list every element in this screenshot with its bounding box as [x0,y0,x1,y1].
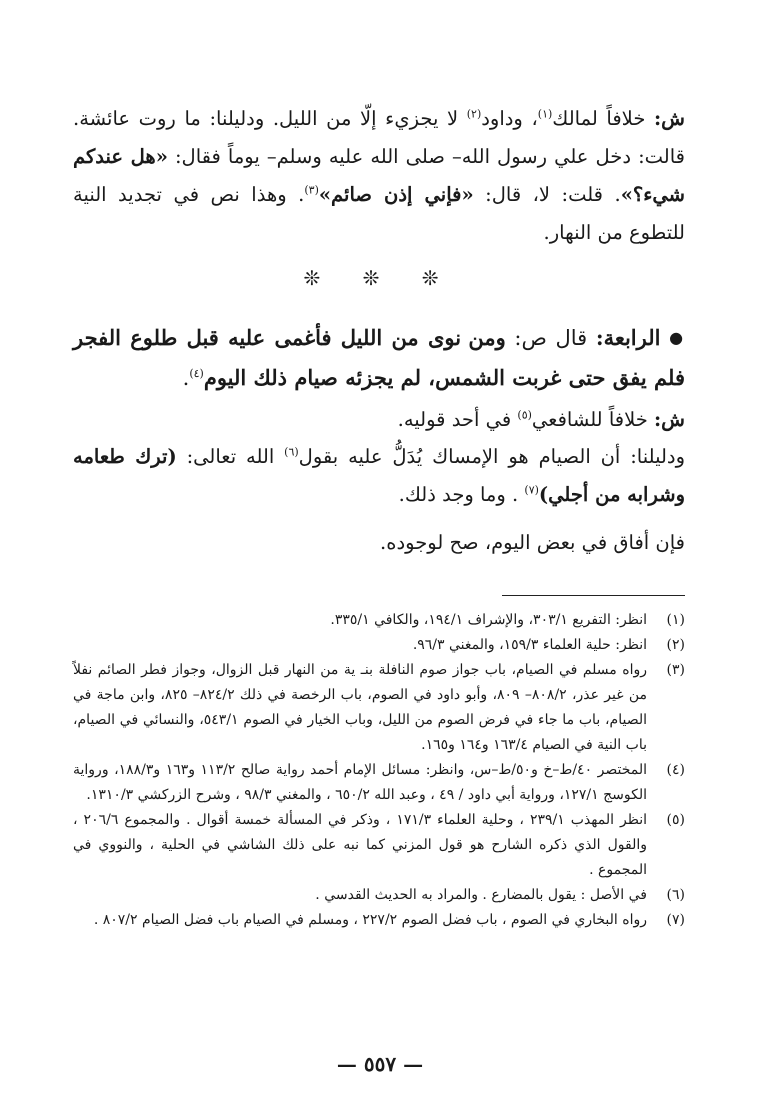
bullet-icon: ● [669,328,685,347]
hadith-quote: «هل عندكم شيء؟» [73,145,685,206]
paragraph-3 [73,402,685,438]
paragraph-4 [73,438,685,514]
text-segment: الله تعالى: [176,445,285,468]
footnote-1 [73,608,685,633]
text-segment: . وهذا نص في تجديد النية للتطوع من النهار. [73,183,685,244]
text-segment: فإن أفاق في بعض اليوم، صح لوجوده. [380,531,685,554]
footnote-number: (١) [666,612,685,628]
text-segment: ودليلنا: أن الصيام هو الإمساك يُدَلُّ عليه بقول [298,445,686,468]
page-number: — ٥٥٧ — [336,1052,424,1076]
paragraph-5 [73,524,685,562]
footnote-number: (٣) [666,662,685,678]
section-separator: ❊ ❊ ❊ [303,266,457,290]
footnote-7 [73,908,685,933]
footnote-number: (٦) [666,887,685,903]
commentary-marker: ش: [653,107,685,130]
footnote-6 [73,883,685,908]
text-segment: لا يجزيء إلّا من الليل. ودليلنا: ما روت عائشة. قالت: دخل علي رسول الله– صلى الله عليه وسلم– يوماً فقال: [73,107,685,168]
footnote-5 [73,808,685,883]
footnote-ref: (٦) [284,445,299,459]
footnote-text: في الأصل : يقول بالمضارع . والمراد به الحديث القدسي . [315,887,647,903]
footnote-text: انظر: حلية العلماء ١٥٩/٣، والمغني ٩٦/٣. [412,637,647,653]
text-segment: في أحد قوليه. [397,408,518,431]
footnote-number: (٢) [666,637,685,653]
footnote-text: انظر المهذب ٢٣٩/١ ، وحلية العلماء ١٧١/٣ ، وذكر في المسألة خمسة أقوال . والمجموع ٢٠٦/٦ ، والقول الذي ذكره الشارح هو قول المزني كما نبه على ذلك الشاشي في الحلية ، والنووي في المجموع . [73,812,648,878]
footnote-3 [73,658,685,758]
commentary-marker: ش: [653,408,685,431]
text-segment: . وما وجد ذلك. [398,483,525,506]
text-segment: ، وداود [481,107,538,130]
footnote-number: (٥) [666,812,685,828]
footnote-number: (٧) [666,912,685,928]
text-segment: قال ص: [505,326,596,350]
footnote-divider [502,595,685,596]
footnote-2 [73,633,685,658]
paragraph-2 [73,318,685,398]
footnote-ref: (٤) [189,367,204,380]
footnote-4 [73,758,685,808]
footnote-ref: (٣) [304,183,319,197]
footnote-ref: (٢) [466,107,482,121]
footnote-ref: (٥) [517,408,532,422]
footnote-text: انظر: التفريع ٣٠٣/١، والإشراف ١٩٤/١، والكافي ٣٣٥/١. [330,612,647,628]
paragraph-1 [73,100,685,252]
footnote-ref: (١) [537,107,553,121]
issue-heading: الرابعة: [595,325,661,350]
text-segment: خلافاً لمالك [552,107,654,130]
hadith-quote: «فإني إذن صائم» [318,183,474,206]
footnote-ref: (٧) [524,483,539,497]
text-segment: خلافاً للشافعي [531,408,654,431]
footnote-text: رواه البخاري في الصوم ، باب فضل الصوم ٢٢٧/٢ ، ومسلم في الصيام باب فضل الصيام ٨٠٧/٢ . [93,912,647,928]
footnote-number: (٤) [666,762,685,778]
footnote-text: رواه مسلم في الصيام، باب جواز صوم النافلة بنـ ية من النهار قبل الزوال، وجواز فطر الصائم نفلاً من غير عذر، ٨٠٨/٢– ٨٠٩، وأبو داود في الصوم، باب الرخصة في ذلك ٨٢٤/٢– ٨٢٥، وابن ماجة في الصيام، باب ما جاء في فرض الصوم من الليل، وباب الخيار في الصوم ٥٤٣/١، والنسائي في الصيام، باب النية في الصيام ١٦٣/٤ و١٦٤ و١٦٥. [73,662,648,753]
hadith-quote: (ترك طعامه وشرابه من أجلي) [73,445,685,506]
footnotes [73,608,685,933]
footnote-text: المختصر ٤٠/ط–خ و٥٠/ط–س، وانظر: مسائل الإمام أحمد رواية صالح ١١٣/٢ و١٦٣ و١٨٨/٣، ورواية الكوسج ١٢٧/١، ورواية أبي داود / ٤٩ ، وعبد الله ٦٥٠/٢ ، والمغني ٩٨/٣ ، وشرح الزركشي ١٣١٠/٣. [73,762,647,803]
matn-text: ومن نوى من الليل فأغمى عليه قبل طلوع الفجر فلم يفق حتى غربت الشمس، لم يجزئه صيام ذلك اليوم [73,325,685,390]
text-segment: . [182,366,190,390]
text-segment: . قلت: لا، قال: [473,183,621,206]
